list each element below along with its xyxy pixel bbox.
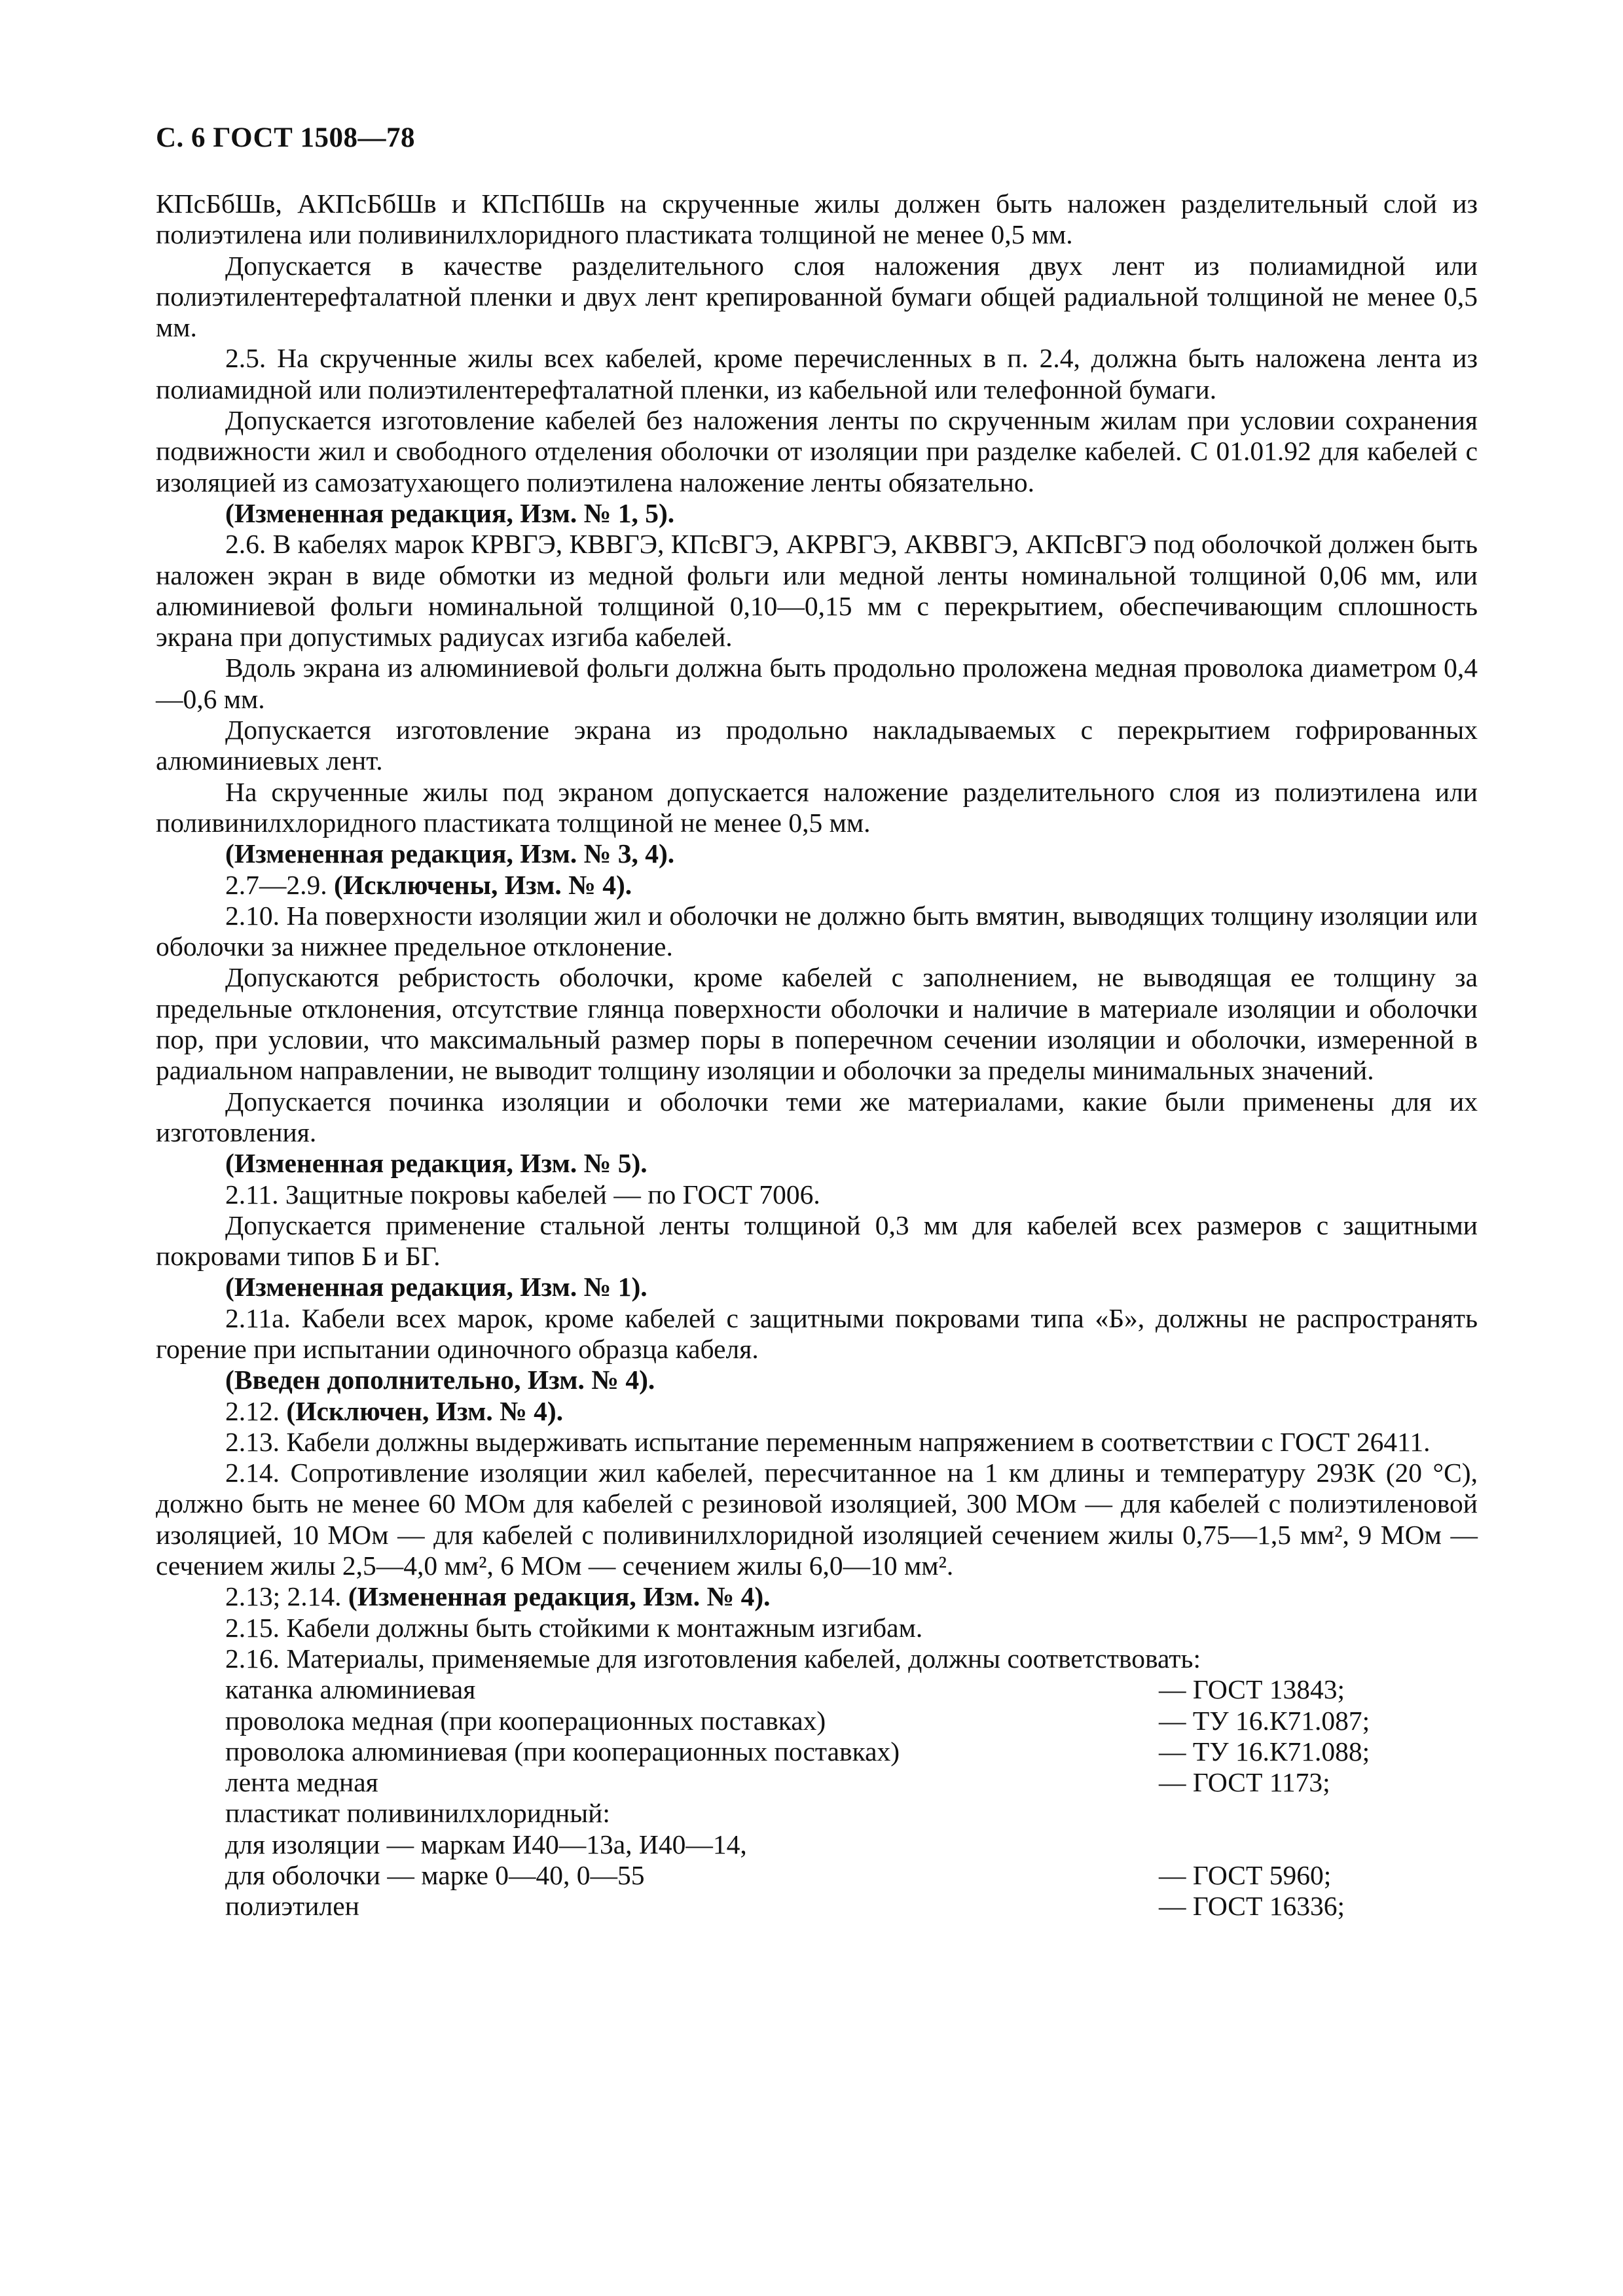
paragraph: КПсБбШв, АКПсБбШв и КПсПбШв на скрученные жилы должен быть наложен разделительный слой из полиэтилена или поливинилхлоридного пластиката толщиной не менее 0,5 мм. [156,188,1478,250]
materials-list [156,1674,1478,1922]
amendment-text: (Введен дополнительно, Изм. № 4). [225,1365,655,1395]
material-standard: — ГОСТ 13843; [1159,1674,1345,1705]
list-item [225,1891,1478,1922]
list-item [225,1674,1478,1705]
paragraph-2-5: 2.5. На скрученные жилы всех кабелей, кроме перечисленных в п. 2.4, должна быть наложена лента из полиамидной или полиэтилентерефталатной пленки, из кабельной или телефонной бумаги. [156,343,1478,404]
paragraph: Вдоль экрана из алюминиевой фольги должна быть продольно проложена медная проволока диаметром 0,4—0,6 мм. [156,653,1478,714]
paragraph: Допускается изготовление экрана из продольно накладываемых с перекрытием гофрированных алюминиевых лент. [156,715,1478,776]
amendment-text: (Измененная редакция, Изм. № 5). [225,1148,647,1179]
amendment-text: (Исключен, Изм. № 4). [286,1395,564,1426]
paragraph-2-10: 2.10. На поверхности изоляции жил и оболочки не должно быть вмятин, выводящих толщину изоляции или оболочки за нижнее предельное отклонение. [156,900,1478,962]
material-name: лента медная [225,1767,378,1798]
material-name: проволока алюминиевая (при кооперационных поставках) [225,1736,900,1767]
list-item [225,1706,1478,1736]
amendment-note [156,1148,1478,1179]
paragraph: Допускается починка изоляции и оболочки теми же материалами, какие были применены для их изготовления. [156,1086,1478,1147]
amendment-text: (Измененная редакция, Изм. № 1). [225,1272,647,1302]
paragraph-2-14: 2.14. Сопротивление изоляции жил кабелей, пересчитанное на 1 км длины и температуру 293К (20 °С), должно быть не менее 60 МОм для кабелей с резиновой изоляцией, 300 МОм — для кабелей с полиэтиленовой изоляцией, 10 МОм — для кабелей с поливинилхлоридной изоляцией сечением жилы 0,75—1,5 мм², 9 МОм — сечением жилы 2,5—4,0 мм², 6 МОм — сечением жилы 6,0—10 мм². [156,1458,1478,1581]
paragraph-2-13: 2.13. Кабели должны выдерживать испытание переменным напряжением в соответствии с ГОСТ 26411. [225,1426,1431,1457]
amendment-text: (Исключены, Изм. № 4). [334,869,632,900]
amendment-note [156,838,1478,869]
list-item [225,1829,1478,1860]
amendment-text: (Измененная редакция, Изм. № 3, 4). [225,838,675,869]
page-header: С. 6 ГОСТ 1508—78 [156,122,416,153]
paragraph: Допускается применение стальной ленты толщиной 0,3 мм для кабелей всех размеров с защитными покровами типов Б и БГ. [156,1210,1478,1272]
material-standard: — ТУ 16.К71.087; [1159,1705,1370,1736]
material-name: полиэтилен [225,1891,359,1922]
material-standard: — ГОСТ 1173; [1159,1767,1330,1798]
material-standard: — ГОСТ 16336; [1159,1891,1345,1922]
paragraph-2-13-2-14 [156,1581,1478,1612]
amendment-text: (Измененная редакция, Изм. № 4). [348,1581,771,1612]
paragraph: Допускается изготовление кабелей без наложения ленты по скрученным жилам при условии сохранения подвижности жил и свободного отделения оболочки от изоляции при разделке кабелей. С 01.01.92 для кабелей с изоляцией из самозатухающего полиэтилена наложение ленты обязательно. [156,405,1478,497]
paragraph: На скрученные жилы под экраном допускается наложение разделительного слоя из полиэтилена или поливинилхлоридного пластиката толщиной не менее 0,5 мм. [156,776,1478,838]
list-item [225,1736,1478,1767]
list-item [225,1860,1478,1891]
paragraph: Допускается в качестве разделительного слоя наложения двух лент из полиамидной или полиэтилентерефталатной пленки и двух лент крепированной бумаги общей радиальной толщиной не менее 0,5 мм. [156,250,1478,343]
clause-number: 2.12. [225,1395,287,1426]
paragraph-2-15: 2.15. Кабели должны быть стойкими к монтажным изгибам. [225,1612,923,1643]
amendment-note [156,498,1478,529]
material-name: проволока медная (при кооперационных поставках) [225,1705,826,1736]
list-item [225,1798,1478,1829]
paragraph-2-16: 2.16. Материалы, применяемые для изготовления кабелей, должны соответствовать: [225,1643,1201,1674]
paragraph-2-6: 2.6. В кабелях марок КРВГЭ, КВВГЭ, КПсВГЭ, АКРВГЭ, АКВВГЭ, АКПсВГЭ под оболочкой должен быть наложен экран в виде обмотки из медной фольги или медной ленты номинальной толщиной 0,06 мм, или алюминиевой фольги номинальной толщиной 0,10—0,15 мм с перекрытием, обеспечивающим сплошность экрана при допустимых радиусах изгиба кабелей. [156,529,1478,653]
amendment-note [156,1365,1478,1395]
body-text [156,188,1478,1922]
material-name: пластикат поливинилхлоридный: [225,1798,610,1829]
paragraph-2-7-2-9 [156,870,1478,901]
material-name: катанка алюминиевая [225,1674,476,1705]
amendment-note [156,1272,1478,1302]
list-item [225,1767,1478,1798]
paragraph-2-12 [156,1396,1478,1427]
material-name: для изоляции — маркам И40—13а, И40—14, [225,1829,747,1859]
material-standard: — ГОСТ 5960; [1159,1860,1332,1891]
paragraph: Допускаются ребристость оболочки, кроме кабелей с заполнением, не выводящая ее толщину за предельные отклонения, отсутствие глянца поверхности оболочки и наличие в материале изоляции и оболочки пор, при условии, что максимальный размер поры в поперечном сечении изоляции и оболочки, измеренной в радиальном направлении, не выводит толщину изоляции и оболочки за пределы минимальных значений. [156,962,1478,1086]
amendment-text: (Измененная редакция, Изм. № 1, 5). [225,497,675,528]
paragraph-2-11a: 2.11а. Кабели всех марок, кроме кабелей с защитными покровами типа «Б», должны не распространять горение при испытании одиночного образца кабеля. [156,1302,1478,1364]
paragraph-2-11: 2.11. Защитные покровы кабелей — по ГОСТ 7006. [225,1179,820,1210]
clause-number: 2.13; 2.14. [225,1581,348,1612]
clause-number: 2.7—2.9. [225,869,334,900]
material-name: для оболочки — марке 0—40, 0—55 [225,1860,645,1891]
material-standard: — ТУ 16.К71.088; [1159,1736,1370,1767]
